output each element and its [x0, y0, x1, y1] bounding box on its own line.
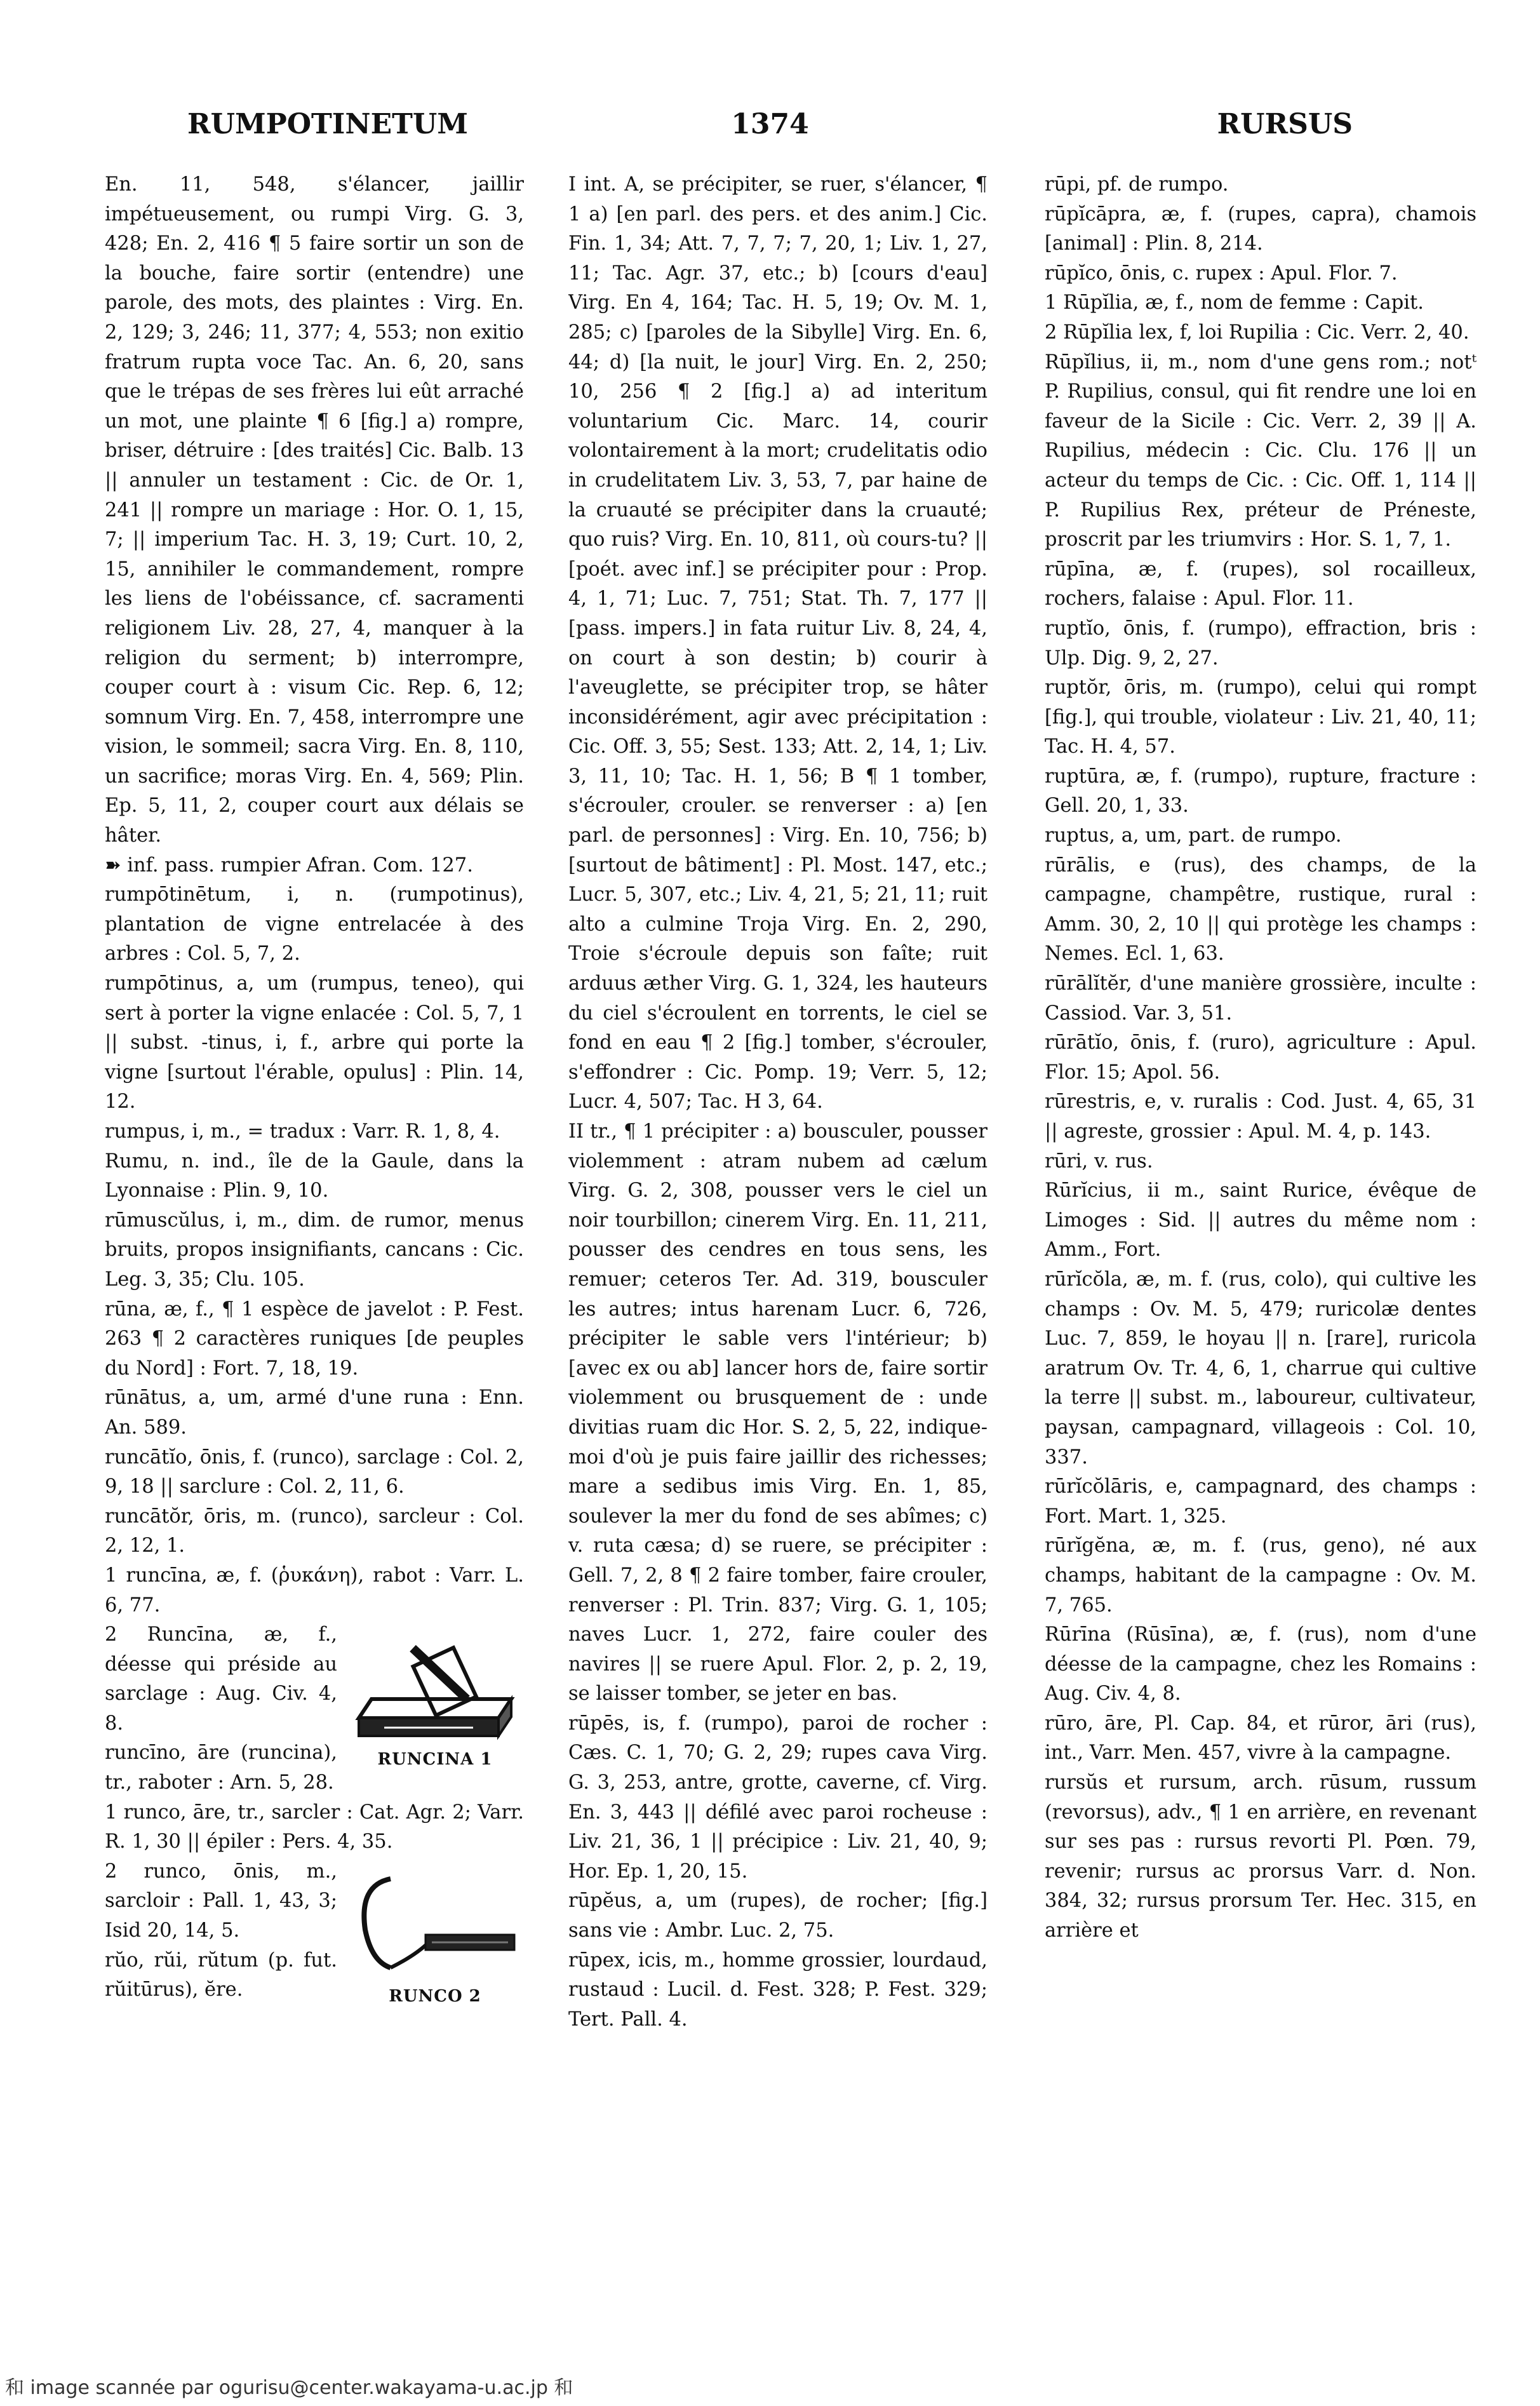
- weeding-hook-drawing: [346, 1860, 524, 1987]
- dictionary-entry: rūpĭco, ōnis, c. rupex : Apul. Flor. 7.: [1045, 262, 1398, 285]
- dictionary-entry: runcātŏr, ōris, m. (runco), sarcleur : Col. 2, 12, 1.: [105, 1505, 524, 1557]
- dictionary-entry: rumpus, i, m., = tradux : Varr. R. 1, 8, 4.: [105, 1120, 500, 1143]
- entry-text: En. 11, 548, s'élancer, jaillir impétueusement, ou rumpi Virg. G. 3, 428; En. 2, 416 ¶ 5 faire sortir un son de la bouche, faire sortir (entendre) une parole, des mots, des plaintes : Virg. En. 2, 129; 3, 246; 11, 377; 4, 553; non exitio fratrum rupta voce Tac. An. 6, 20, sans que le trépas de ses frères lui eût arraché un mot, une plainte ¶ 6 [fig.] a) rompre, briser, détruire : [des traités] Cic. Balb. 13 || annuler un testament : Cic. de Or. 1, 241 || rompre un mariage : Hor. O. 1, 15, 7; || imperium Tac. H. 3, 19; Curt. 10, 2, 15, annihiler le commandement, rompre les liens de l'obéissance, cf. sacramenti religionem Liv. 28, 27, 4, manquer à la religion du serment; b) interrompre, couper court à : visum Cic. Rep. 6, 12; somnum Virg. En. 7, 458, interrompre une vision, le sommeil; sacra Virg. En. 8, 110, un sacrifice; moras Virg. En. 4, 569; Plin. Ep. 5, 11, 2, couper court aux délais se hâter.: [105, 173, 524, 847]
- dictionary-entry: rūrātĭo, ōnis, f. (ruro), agriculture : Apul. Flor. 15; Apol. 56.: [1045, 1032, 1476, 1084]
- entry-text: II tr., ¶ 1 précipiter : a) bousculer, pousser violemment : atram nubem ad cælum Virg. G. 2, 308, pousser vers le ciel un noir tourbillon; cinerem Virg. En. 11, 211, pousser des cendres en tous sens, les remuer; ceteros Ter. Ad. 319, bousculer les autres; intus harenam Lucr. 6, 726, précipiter le sable vers l'intérieur; b) [avec ex ou ab] lancer hors de, faire sortir violemment ou brusquement de : unde divitias ruam dic Hor. S. 2, 5, 22, indique-moi d'où je puis faire jaillir des richesses; mare a sedibus imis Virg. En. 1, 85, soulever la mer du fond de ses abîmes; c) v. ruta cæsa; d) se ruere, se précipiter : Gell. 7, 2, 8 ¶ 2 faire tomber, faire crouler, renverser : Pl. Trin. 837; Virg. G. 1, 105; naves Lucr. 1, 272, faire couler des navires || se ruere Apul. Flor. 2, p. 2, 19, se laisser tomber, se jeter en bas.: [568, 1120, 988, 1705]
- column-1: [105, 170, 524, 2317]
- dictionary-entry: rūmuscŭlus, i, m., dim. de rumor, menus bruits, propos insignifiants, cancans : Cic. Leg. 3, 35; Clu. 105.: [105, 1209, 524, 1291]
- dictionary-entry: Rumu, n. ind., île de la Gaule, dans la Lyonnaise : Plin. 9, 10.: [105, 1150, 524, 1202]
- dictionary-entry: rūpĭcāpra, æ, f. (rupes, capra), chamois [animal] : Plin. 8, 214.: [1045, 203, 1476, 255]
- dictionary-entry: ruptus, a, um, part. de rumpo.: [1045, 824, 1342, 847]
- dictionary-entry: rūpēs, is, f. (rumpo), paroi de rocher : Cæs. C. 1, 70; G. 2, 29; rupes cava Virg. G. 3, 253, antre, grotte, caverne, cf. Virg. En. 3, 443 || défilé avec paroi rocheuse : Liv. 21, 36, 1 || précipice : Liv. 21, 40, 9; Hor. Ep. 1, 20, 15.: [568, 1712, 988, 1883]
- dictionary-entry: rūnātus, a, um, armé d'une runa : Enn. An. 589.: [105, 1387, 524, 1439]
- dictionary-entry: runcīno, āre (runcina), tr., raboter : Arn. 5, 28.: [105, 1742, 337, 1794]
- entry-text: ➽ inf. pass. rumpier Afran. Com. 127.: [105, 854, 473, 877]
- dictionary-entry: rūrālis, e (rus), des champs, de la campagne, champêtre, rustique, rural : Amm. 30, 2, 10 || qui protège les champs : Nemes. Ecl. 1, 63.: [1045, 854, 1476, 965]
- dictionary-entry: Rūrīna (Rūsīna), æ, f. (rus), nom d'une déesse de la campagne, chez les Romains : Aug. Civ. 4, 8.: [1045, 1623, 1476, 1705]
- runcina-illustration: [346, 1623, 524, 1782]
- dictionary-entry: ruptĭo, ōnis, f. (rumpo), effraction, bris : Ulp. Dig. 9, 2, 27.: [1045, 617, 1476, 669]
- dictionary-entry: rūro, āre, Pl. Cap. 84, et rūror, āri (rus), int., Varr. Men. 457, vivre à la campagne.: [1045, 1712, 1476, 1764]
- header-left-guide-word: RUMPOTINETUM: [187, 108, 468, 140]
- running-header: [105, 102, 1435, 152]
- illustration-caption: RUNCO 2: [389, 1986, 481, 2006]
- dictionary-entry: rūrĭcŏlāris, e, campagnard, des champs : Fort. Mart. 1, 325.: [1045, 1475, 1476, 1528]
- dictionary-entry: rumpōtinētum, i, n. (rumpotinus), plantation de vigne entrelacée à des arbres : Col. 5, 7, 2.: [105, 884, 524, 965]
- dictionary-entry: rūpīna, æ, f. (rupes), sol rocailleux, rochers, falaise : Apul. Flor. 11.: [1045, 558, 1476, 610]
- dictionary-entry: rūrestris, e, v. ruralis : Cod. Just. 4, 65, 31 || agreste, grossier : Apul. M. 4, p. 143.: [1045, 1091, 1476, 1143]
- entry-text: I int. A, se précipiter, se ruer, s'élancer, ¶ 1 a) [en parl. des pers. et des anim.] Cic. Fin. 1, 34; Att. 7, 7, 7; 7, 20, 1; Liv. 1, 27, 11; Tac. Agr. 37, etc.; b) [cours d'eau] Virg. En 4, 164; Tac. H. 5, 19; Ov. M. 1, 285; c) [paroles de la Sibylle] Virg. En. 6, 44; d) [la nuit, le jour] Virg. En. 2, 250; 10, 256 ¶ 2 [fig.] a) ad interitum voluntarium Cic. Marc. 14, courir volontairement à la mort; crudelitatis odio in crudelitatem Liv. 3, 53, 7, par haine de la cruauté se précipiter dans la cruauté; quo ruis? Virg. En. 10, 811, où cours-tu? || [poét. avec inf.] se précipiter pour : Prop. 4, 1, 71; Luc. 7, 751; Stat. Th. 7, 177 || [pass. impers.] in fata ruitur Liv. 8, 24, 4, on court à son destin; b) courir à l'aveuglette, se précipiter trop, se hâter inconsidérément, agir avec précipitation : Cic. Off. 3, 55; Sest. 133; Att. 2, 14, 1; Liv. 3, 11, 10; Tac. H. 1, 56; B ¶ 1 tomber, s'écrouler, crouler. se renverser : a) [en parl. de personnes] : Virg. En. 10, 756; b) [surtout de bâtiment] : Pl. Most. 147, etc.; Lucr. 5, 307, etc.; Liv. 4, 21, 5; 21, 11; ruit alto a culmine Troja Virg. En. 2, 290, Troie s'écroule depuis son faîte; ruit arduus æther Virg. G. 1, 324, les hauteurs du ciel s'écroulent en torrents, le ciel se fond en eau ¶ 2 [fig.] tomber, s'écrouler, s'effondrer : Cic. Pomp. 19; Verr. 5, 12; Lucr. 4, 507; Tac. H 3, 64.: [568, 173, 988, 1113]
- dictionary-entry: rūpĕus, a, um (rupes), de rocher; [fig.] sans vie : Ambr. Luc. 2, 75.: [568, 1890, 988, 1942]
- dictionary-entry: rūrĭgĕna, æ, m. f. (rus, geno), né aux champs, habitant de la campagne : Ov. M. 7, 765.: [1045, 1535, 1476, 1616]
- header-right-guide-word: RURSUS: [1217, 108, 1353, 140]
- plane-tool-drawing: [346, 1623, 524, 1750]
- dictionary-entry: Rūrĭcius, ii m., saint Rurice, évêque de Limoges : Sid. || autres du même nom : Amm., Fort.: [1045, 1179, 1476, 1261]
- dictionary-entry: ruptūra, æ, f. (rumpo), rupture, fracture : Gell. 20, 1, 33.: [1045, 765, 1476, 817]
- column-3: [1045, 170, 1476, 2317]
- dictionary-entry: 2 runco, ōnis, m., sarcloir : Pall. 1, 43, 3; Isid 20, 14, 5.: [105, 1860, 337, 1942]
- page-number: 1374: [731, 108, 809, 140]
- dictionary-entry: 1 runco, āre, tr., sarcler : Cat. Agr. 2; Varr. R. 1, 30 || épiler : Pers. 4, 35.: [105, 1801, 524, 1853]
- dictionary-entry: rūrĭcŏla, æ, m. f. (rus, colo), qui cultive les champs : Ov. M. 5, 479; ruricolæ dentes Luc. 7, 859, le hoyau || n. [rare], ruricola aratrum Ov. Tr. 4, 6, 1, charrue qui cultive la terre || subst. m., laboureur, cultivateur, paysan, campagnard, villageois : Col. 10, 337.: [1045, 1268, 1476, 1468]
- dictionary-entry: Rūpĭlius, ii, m., nom d'une gens rom.; notᵗ P. Rupilius, consul, qui fit rendre une loi en faveur de la Sicile : Cic. Verr. 2, 39 || A. Rupilius, médecin : Cic. Clu. 176 || un acteur du temps de Cic. : Cic. Off. 1, 114 || P. Rupilius Rex, préteur de Préneste, proscrit par les triumvirs : Hor. S. 1, 7, 1.: [1045, 351, 1476, 551]
- dictionary-entry: runcātĭo, ōnis, f. (runco), sarclage : Col. 2, 9, 18 || sarclure : Col. 2, 11, 6.: [105, 1446, 524, 1498]
- dictionary-entry: rumpōtinus, a, um (rumpus, teneo), qui sert à porter la vigne enlacée : Col. 5, 7, 1 || subst. -tinus, i, f., arbre qui porte la vigne [surtout l'érable, opulus] : Plin. 14, 12.: [105, 972, 524, 1113]
- dictionary-entry: rūpi, pf. de rumpo.: [1045, 173, 1229, 196]
- dictionary-entry: ruptŏr, ōris, m. (rumpo), celui qui rompt [fig.], qui trouble, violateur : Liv. 21, 40, 11; Tac. H. 4, 57.: [1045, 676, 1476, 758]
- dictionary-entry: rūrālĭtĕr, d'une manière grossière, inculte : Cassiod. Var. 3, 51.: [1045, 972, 1476, 1025]
- illustration-caption: RUNCINA 1: [377, 1750, 493, 1770]
- dictionary-entry: rūpex, icis, m., homme grossier, lourdaud, rustaud : Lucil. d. Fest. 328; P. Fest. 329; Tert. Pall. 4.: [568, 1949, 988, 2031]
- column-2: [568, 170, 988, 2317]
- dictionary-entry: 2 Rūpĭlia lex, f, loi Rupilia : Cic. Verr. 2, 40.: [1045, 321, 1470, 344]
- dictionary-entry: 2 Runcīna, æ, f., déesse qui préside au sarclage : Aug. Civ. 4, 8.: [105, 1623, 337, 1735]
- dictionary-entry: rŭo, rŭi, rŭtum (p. fut. rŭitūrus), ĕre.: [105, 1949, 337, 2001]
- dictionary-entry: rūna, æ, f., ¶ 1 espèce de javelot : P. Fest. 263 ¶ 2 caractères runiques [de peuples du Nord] : Fort. 7, 18, 19.: [105, 1298, 524, 1380]
- dictionary-entry: 1 runcīna, æ, f. (ῥυκάνη), rabot : Varr. L. 6, 77.: [105, 1564, 524, 1616]
- dictionary-entry: 1 Rūpĭlia, æ, f., nom de femme : Capit.: [1045, 292, 1424, 314]
- dictionary-entry: rūri, v. rus.: [1045, 1150, 1153, 1173]
- scan-credit-footer: 和 image scannée par ogurisu@center.wakayama-u.ac.jp 和: [5, 2377, 573, 2399]
- runco-illustration: [346, 1860, 524, 2019]
- dictionary-entry: rursŭs et rursum, arch. rūsum, russum (revorsus), adv., ¶ 1 en arrière, en revenant sur ses pas : rursus revorti Pl. Pœn. 79, revenir; rursus ac prorsus Varr. d. Non. 384, 32; rursus prorsum Ter. Hec. 315, en arrière et: [1045, 1771, 1476, 1942]
